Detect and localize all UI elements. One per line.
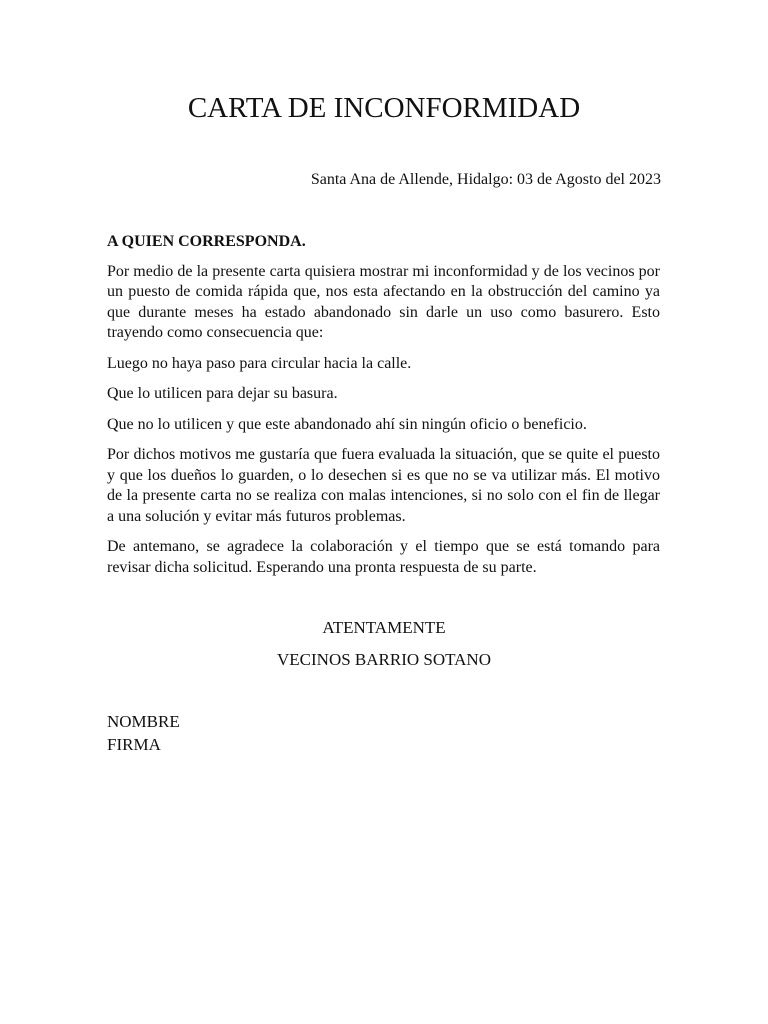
sender-name: VECINOS BARRIO SOTANO <box>277 650 491 669</box>
signature-label: FIRMA <box>107 735 161 754</box>
paragraph-consequence-1: Luego no haya paso para circular hacia la calle. <box>107 354 412 372</box>
name-label: NOMBRE <box>107 712 180 731</box>
letter-title: CARTA DE INCONFORMIDAD <box>187 92 581 124</box>
signature-block <box>107 710 180 756</box>
paragraph-request: Por dichos motivos me gustaría que fuera evaluada la situación, que se quite el puesto y que los dueños lo guarden, o lo desechen si es que no se va utilizar más. El motivo de la presente carta no se realiza con malas intenciones, si no solo con el fin de llegar a una solución y evitar más futuros problemas. <box>107 446 660 525</box>
letter-body <box>107 232 660 588</box>
paragraph-intro: Por medio de la presente carta quisiera mostrar mi inconformidad y de los vecinos por un puesto de comida rápida que, nos esta afectando en la obstrucción del camino ya que durante meses ha estado abandonado sin darle un uso como basurero. Esto trayendo como consecuencia que: <box>107 262 660 341</box>
paragraph-consequence-2: Que lo utilicen para dejar su basura. <box>107 385 338 402</box>
paragraph-thanks: De antemano, se agradece la colaboración y el tiempo que se está tomando para revisar dicha solicitud. Esperando una pronta respuesta de su parte. <box>107 538 660 576</box>
place-and-date: Santa Ana de Allende, Hidalgo: 03 de Agosto del 2023 <box>310 171 661 188</box>
paragraph-consequence-3: Que no lo utilicen y que este abandonado ahí sin ningún oficio o beneficio. <box>107 415 587 433</box>
salutation: A QUIEN CORRESPONDA. <box>107 233 306 250</box>
closing-phrase: ATENTAMENTE <box>322 618 446 637</box>
